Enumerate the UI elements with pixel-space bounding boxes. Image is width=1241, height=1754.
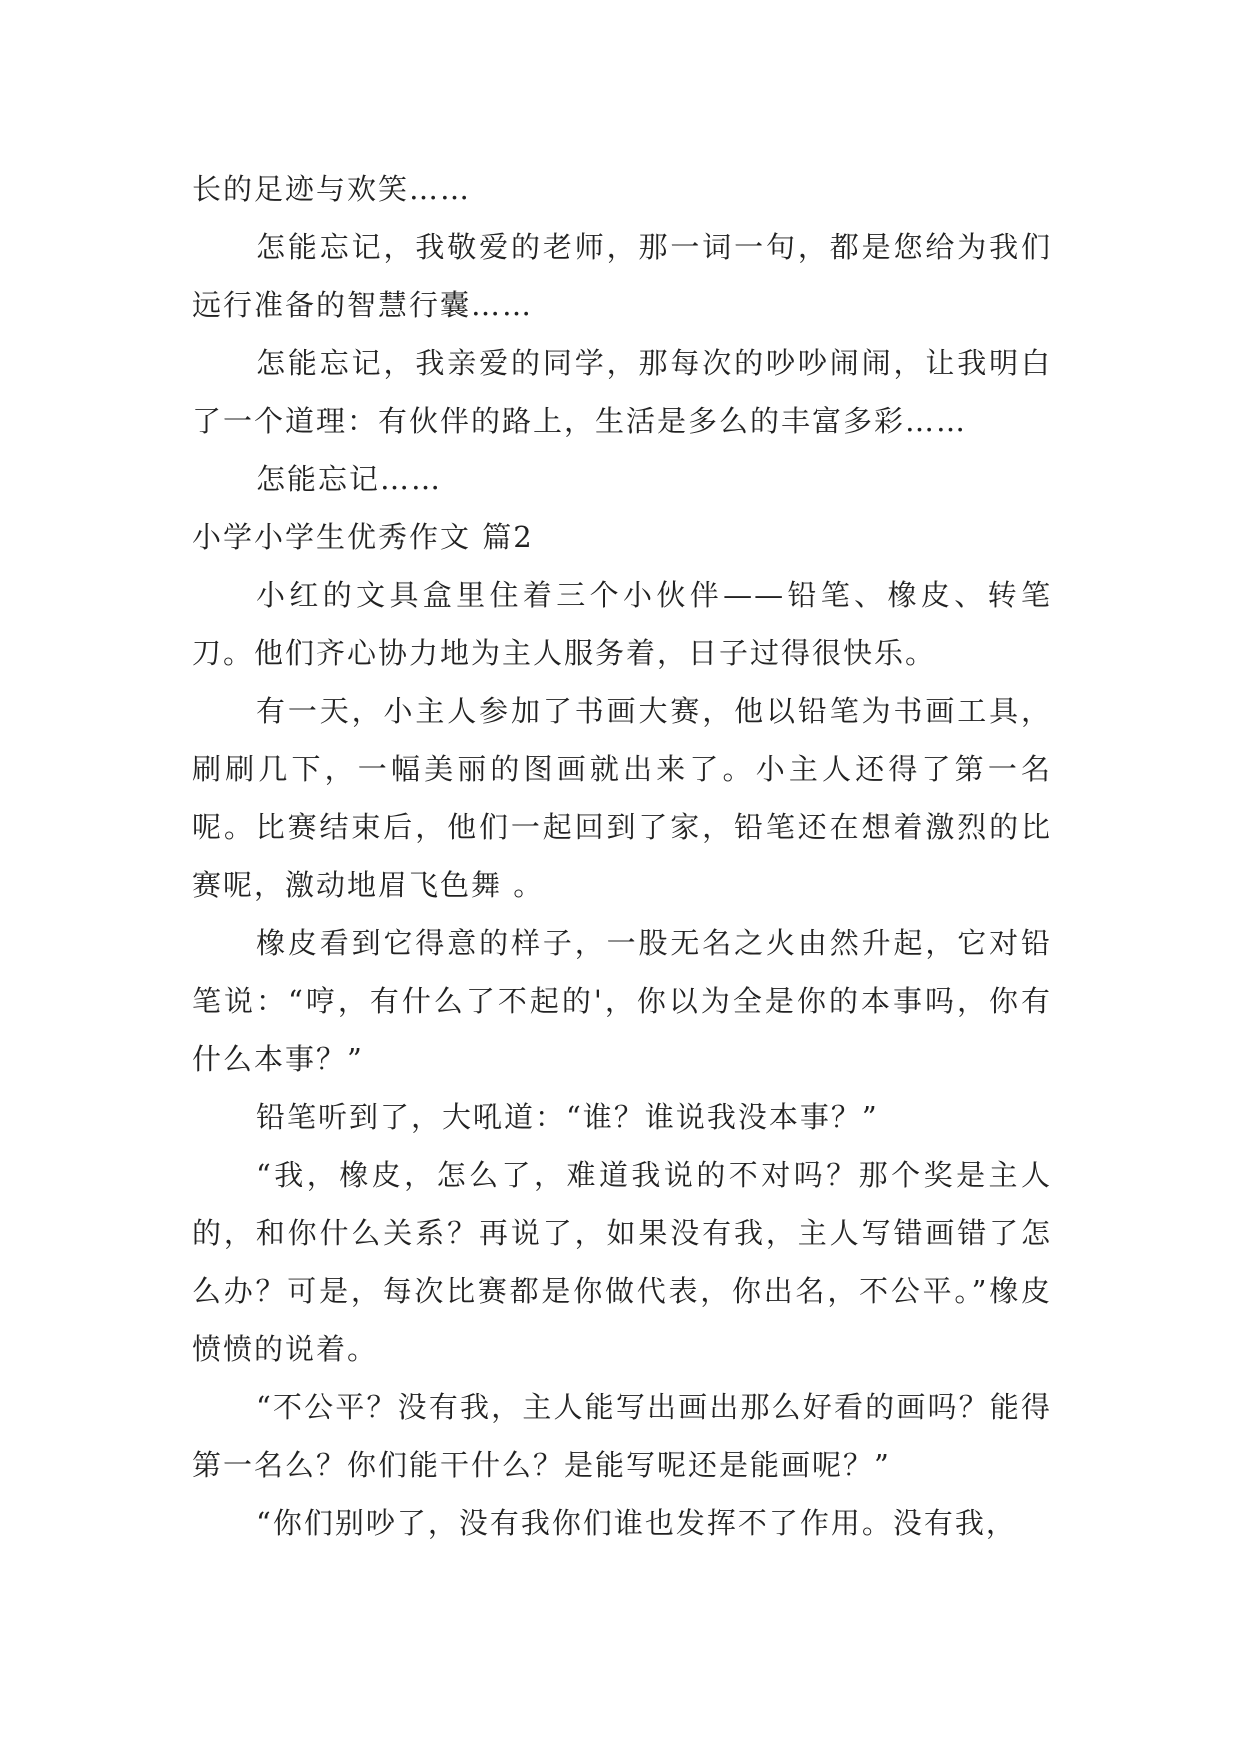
paragraph: “不公平？没有我，主人能写出画出那么好看的画吗？能得第一名么？你们能干什么？是能写呢还是能画呢？” — [192, 1390, 1052, 1482]
paragraph: 长的足迹与欢笑…… — [192, 172, 472, 206]
section-title: 小学小学生优秀作文 篇2 — [192, 520, 534, 554]
document-body — [192, 160, 1052, 1552]
paragraph: 橡皮看到它得意的样子，一股无名之火由然升起，它对铅笔说：“哼，有什么了不起的'，你以为全是你的本事吗，你有什么本事？” — [192, 926, 1052, 1076]
paragraph: 怎能忘记，我敬爱的老师，那一词一句，都是您给为我们远行准备的智慧行囊…… — [192, 230, 1052, 322]
paragraph: 小红的文具盒里住着三个小伙伴——铅笔、橡皮、转笔刀。他们齐心协力地为主人服务着，日子过得很快乐。 — [192, 578, 1052, 670]
paragraph: “你们别吵了，没有我你们谁也发挥不了作用。没有我， — [256, 1506, 1017, 1540]
paragraph: 怎能忘记…… — [256, 462, 443, 496]
paragraph: 铅笔听到了，大吼道：“谁？谁说我没本事？” — [256, 1100, 879, 1134]
paragraph: “我，橡皮，怎么了，难道我说的不对吗？那个奖是主人的，和你什么关系？再说了，如果没有我，主人写错画错了怎么办？可是，每次比赛都是你做代表，你出名，不公平。”橡皮愤愤的说着。 — [192, 1158, 1052, 1366]
paragraph: 怎能忘记，我亲爱的同学，那每次的吵吵闹闹，让我明白了一个道理：有伙伴的路上，生活是多么的丰富多彩…… — [192, 346, 1052, 438]
paragraph: 有一天，小主人参加了书画大赛，他以铅笔为书画工具，刷刷几下，一幅美丽的图画就出来了。小主人还得了第一名呢。比赛结束后，他们一起回到了家，铅笔还在想着激烈的比赛呢，激动地眉飞色舞 。 — [192, 694, 1052, 902]
